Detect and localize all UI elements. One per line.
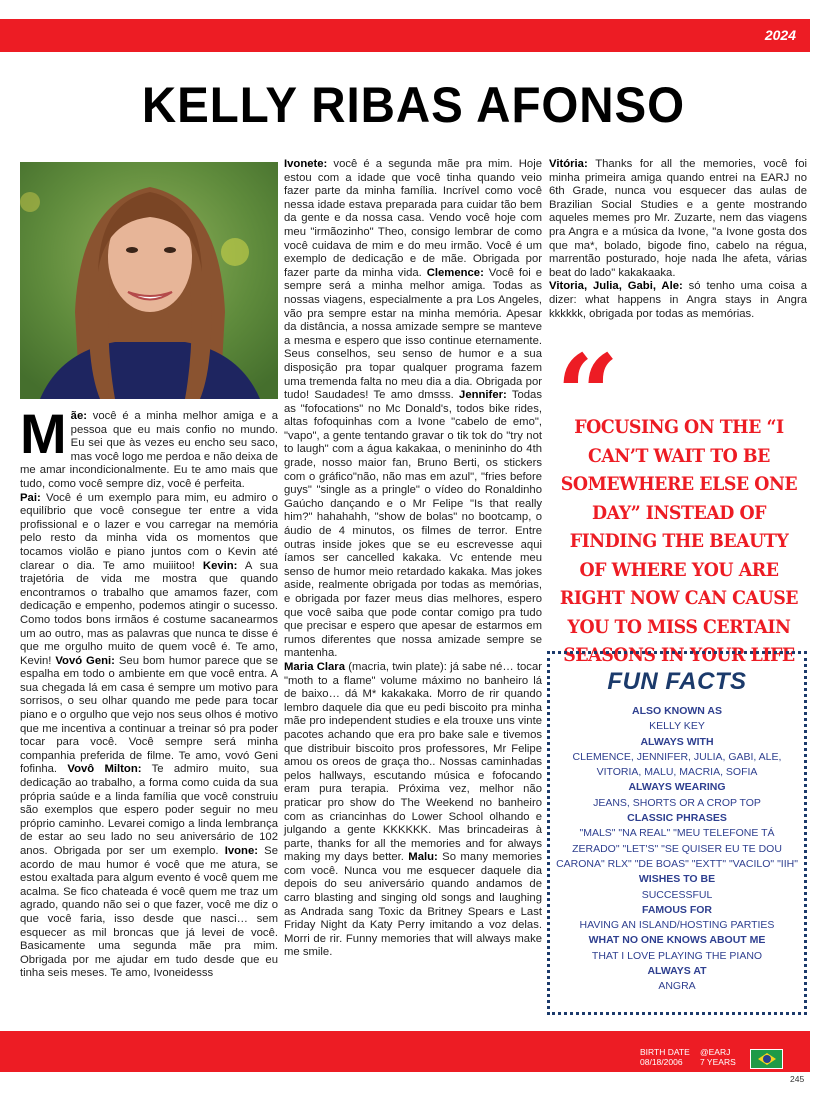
tribute-name: Maria Clara bbox=[284, 660, 345, 673]
fun-fact-label: WHAT NO ONE KNOWS ABOUT ME bbox=[588, 934, 766, 947]
fun-fact-value: HAVING AN ISLAND/HOSTING PARTIES bbox=[579, 919, 775, 932]
year-label: 2024 bbox=[764, 27, 796, 43]
fun-fact-value: "MALS" "NA REAL" "MEU TELEFONE TÁ ZERADO" "LET'S" "SE QUISER EU TE DOU CARONA" RLX" "DE BOAS" "EXTT" "VACILO" "IIH" bbox=[556, 827, 798, 870]
tribute-name: Ivone: bbox=[224, 845, 258, 857]
pull-quote: FOCUSING ON THE “I CAN’T WAIT TO BE SOMEWHERE ELSE ONE DAY” INSTEAD OF FINDING THE BEAUTY OF WHERE YOU ARE RIGHT NOW CAN CAUSE YOU TO MISS CERTAIN SEASONS IN YOUR LIFE bbox=[559, 417, 799, 666]
fun-fact-value: KELLY KEY bbox=[649, 720, 705, 733]
tribute-text: So many memories com você. Nunca vou me esquecer daquele dia depois do seu aniversário quando andamos de carro blasting and singing old songs and laughing as Andrada sang Toxic da Britney Spears e Last Friday Night da Katy Perry imitando a voz delas. Morri de rir. Funny memories that will always make me smile. bbox=[284, 851, 542, 959]
fun-fact-value: SUCCESSFUL bbox=[641, 888, 713, 901]
fun-fact-label: ALWAYS AT bbox=[647, 965, 707, 978]
page-number: 245 bbox=[790, 1074, 805, 1084]
top-banner bbox=[0, 19, 810, 52]
tribute-text: Você é um exemplo para mim, eu admiro o equilíbrio que você consegue ter entre a vida profissional e o lazer e vou carregar na memória pelo resto da minha vida os momentos que tocamos violão e piano juntos com o Kevin até clarear o dia. Te amo muiiitoo! bbox=[20, 491, 278, 572]
fun-fact-label: ALWAYS WEARING bbox=[628, 781, 726, 794]
birth-date-block bbox=[640, 1047, 690, 1067]
tribute-text: Você foi e sempre será a minha melhor amiga. Todas as nossas viagens, especialmente a pra Los Angeles, vão pra sempre estar na minha memória. Apesar da distância, a nossa amizade sempre se manteve a mesma e espero que isso continue eternamente. Seus conselhos, seu senso de humor e a sua disposição pra topar qualquer programa fazem uma tremenda falta no meu dia a dia. Obrigada por tudo! Saudades! Te amo dmsss. bbox=[284, 266, 542, 402]
fun-facts-title: FUN FACTS bbox=[607, 668, 747, 695]
tribute-name: Ivonete: bbox=[284, 158, 328, 170]
fun-fact-label: FAMOUS FOR bbox=[642, 903, 712, 916]
quote-mark-icon: “ bbox=[556, 330, 620, 459]
tribute-text: (macria, twin plate): já sabe né… tocar "moth to a flame" volume máximo no banheiro lá de baixo… dá M* kakakaka. Morro de rir quando lembro daquele dia que eu pedi biscoito pra minha mãe pro independent studies e ela trouxe uns vinte pacotes achando que era pro bake sale e tivemos que distribuir biscoito pros professores, Mr Felipe amou os oreos de graça tho.. Nossas caminhadas pelos hallways, escutando música e fofocando eram pura terapia. Próxima vez, melhor não praticar pro show do The Weekend no banheiro com as criancinhas do Lower School olhando e julgando a gente KKKKKK. Mas brincadeiras à parte, thanks for all the memories and for always making my days better. bbox=[284, 660, 542, 864]
fun-fact-item bbox=[550, 964, 804, 995]
school-years-block bbox=[700, 1047, 736, 1067]
brazil-flag-icon bbox=[750, 1049, 783, 1069]
tributes-column-2 bbox=[284, 158, 542, 960]
fun-fact-label: ALSO KNOWN AS bbox=[631, 705, 723, 717]
portrait-photo bbox=[20, 162, 278, 399]
fun-fact-item bbox=[550, 933, 804, 964]
tribute-name: Jennifer: bbox=[459, 389, 507, 402]
fun-facts-box bbox=[547, 651, 807, 1015]
tribute-text: você é a segunda mãe pra mim. Hoje estou com a idade que você tinha quando veio fazer parte da minha família. Incrível como você nessa idade estava preparada para cuidar tão bem da gente e da nossa casa. Vendo você hoje com meu "irmãozinho" Theo, consigo lembrar de como você cuidava de mim e do meu irmão. Você é um exemplo de dedicação e de mãe. Obrigada por fazer parte da minha vida. bbox=[284, 158, 542, 279]
tributes-column-3 bbox=[549, 158, 807, 321]
fun-fact-value: THAT I LOVE PLAYING THE PIANO bbox=[591, 949, 763, 962]
tribute-name: Vovó Geni: bbox=[55, 654, 115, 667]
tribute-name: Vitoria, Julia, Gabi, Ale: bbox=[549, 280, 683, 293]
fun-fact-item bbox=[550, 811, 804, 872]
fun-fact-item bbox=[550, 872, 804, 903]
fun-fact-item bbox=[550, 704, 804, 735]
tribute-text: Thanks for all the memories, você foi minha primeira amiga quando entrei na EARJ no 6th Grade, nunca vou esquecer das aulas de Brazilian Social Studies e a gente mostrando aqueles memes pro Mr. Zuzarte, nem das viagens pra Angra e a música da Ivone, "a Ivone gosta dos que ma*, bolado, bigode fino, cabelo na régua, marrentão posturado, hoje nada lhe afeta, várias beat do lado" kakakaaka. bbox=[549, 158, 807, 279]
portrait-illustration bbox=[20, 162, 278, 399]
drop-cap: M bbox=[20, 402, 67, 465]
tribute-name: Malu: bbox=[408, 851, 438, 864]
fun-fact-value: ANGRA bbox=[658, 980, 696, 993]
fun-fact-item bbox=[550, 735, 804, 781]
birth-date-label: BIRTH DATE bbox=[640, 1047, 690, 1057]
birth-date-value: 08/18/2006 bbox=[640, 1057, 683, 1067]
tribute-text: Todas as "fofocations" no Mc Donald's, todos bike rides, altas fofoquinhas com a Ivone "cabelo de emo", "vapo", a gente tentando gravar o tik tok do "try not to laugh" com a água kakakaa, o menininho do 4th grade, nosso maior fan, Bruno Berti, os stickers com o gráfico"não, não mas em azul", "fries before guys" "single as a pringle" o vídeo do Ronaldinho Gaúcho dançando e o Mr Felipe "Is that really him?" hahahahh, "show de bolas" no bootcamp, o áudio de 4 minutos, os filmes de terror. Entre outras inside jokes que se eu escrevesse aqui íamos ser cancelled kakaka. Vc entende meu senso de humor meio retardado kakaka. Mas jokes aside, realmente obrigada por todas as memórias, e obrigada por fazer meus dias melhores, espero que você saiba que pode contar comigo pra tudo que precisar e espero que apesar de estarmos em rumos diferentes que nossa amizade sempre se mantenha. bbox=[284, 389, 542, 660]
tribute-text: A sua trajetória de vida me mostra que quando encontramos o trabalho que amamos fazer, com dedicação e empenho, podemos atingir o sucesso. Como todos bons irmãos é costume sacanearmos um ao outro, mas as palavras que nunca te disse é que me orgulho muito de quem você é. Te amo, Kevin! bbox=[20, 559, 278, 667]
fun-fact-value: JEANS, SHORTS OR A CROP TOP bbox=[593, 796, 761, 809]
fun-fact-label: CLASSIC PHRASES bbox=[627, 812, 727, 825]
tribute-name: Clemence: bbox=[426, 266, 484, 279]
tribute-name: Kevin: bbox=[202, 559, 238, 572]
school-years-value: 7 YEARS bbox=[700, 1057, 736, 1067]
tribute-text: você é a minha melhor amiga e a pessoa que eu mais confio no mundo. Eu sei que às vezes eu encho seu saco, mas você logo me perdoa e não deixa de me amar incondicionalmente. Eu te amo mais que tudo, como você sempre diz, você é perfeita. bbox=[20, 410, 278, 490]
fun-fact-item bbox=[550, 780, 804, 811]
fun-fact-item bbox=[550, 903, 804, 934]
fun-fact-value: CLEMENCE, JENNIFER, JULIA, GABI, ALE, VITORIA, MALU, MACRIA, SOFIA bbox=[572, 750, 782, 779]
tribute-name: Vitória: bbox=[549, 158, 588, 170]
tribute-name: ãe: bbox=[70, 410, 87, 422]
tributes-column-1 bbox=[20, 402, 278, 981]
tribute-name: Pai: bbox=[20, 491, 41, 504]
fun-fact-label: WISHES TO BE bbox=[638, 873, 716, 886]
tribute-text: Te admiro muito, sua dedicação ao trabalho, a forma como cuida da sua própria saúde e a linda família que você construiu são exemplos que espero poder seguir no meu próprio caminho. Levarei comigo a linda lembrança de estar ao seu lado no seu aniversário de 102 anos. Obrigada por ser um exemplo. bbox=[20, 763, 278, 857]
page-title: KELLY RIBAS AFONSO bbox=[141, 77, 686, 133]
fun-fact-label: ALWAYS WITH bbox=[640, 735, 714, 748]
tribute-text: Seu bom humor parece que se espalha em todo o ambiente em que você entra. A sua chegada lá em casa é sempre um motivo para sorrisos, o seu olhar quando me pede para tocar piano e o orgulho que vejo nos seus olhos é motivo que me incentiva a continuar a treinar só pra poder tocar para você. Você sempre será minha companhia preferida de filme. Te amo, vovó Geni fofinha. bbox=[20, 654, 278, 776]
tribute-text: só tenho uma coisa a dizer: what happens in Angra stays in Angra kkkkkk, obrigada por todas as memórias. bbox=[549, 280, 807, 320]
tribute-text: Se acordo de mau humor é você que me atura, se estou exaltada para algum evento é você quem me acalma. Se fico chateada é você quem me traz um agrado, quando não sei o que fazer, você me diz o que você faria, isso desde que nasci… sem esquecer as mil broncas que já levei de você. Basicamente uma segunda mãe pra mim. Obrigada por me ajudar em tudo desde que eu tinha seis meses. Te amo, Ivoneidesss bbox=[20, 845, 278, 980]
flag-globe bbox=[763, 1055, 771, 1063]
school-label: @EARJ bbox=[700, 1047, 731, 1057]
tribute-name: Vovô Milton: bbox=[67, 763, 142, 776]
